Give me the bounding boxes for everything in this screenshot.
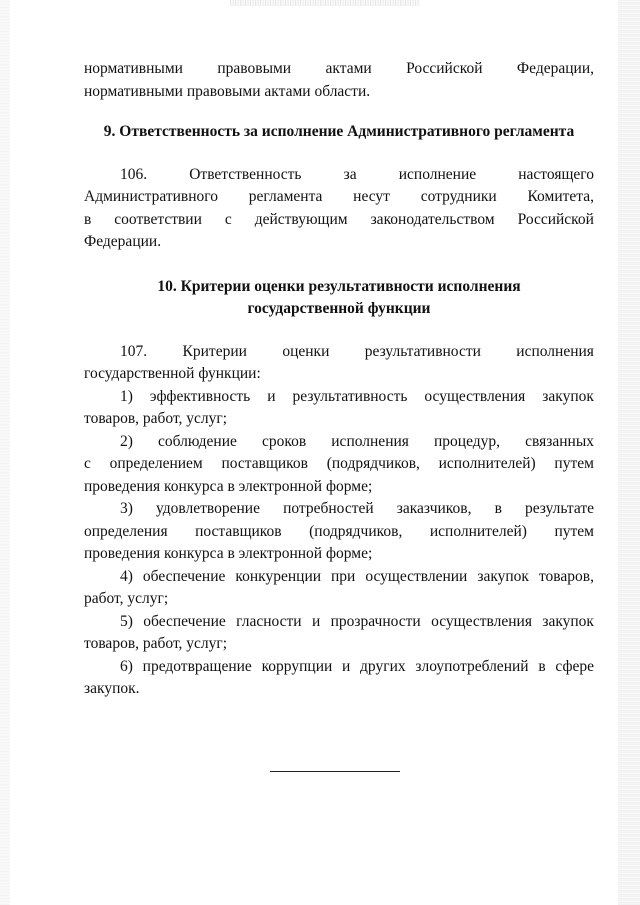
word: настоящего — [518, 165, 594, 183]
word: других — [360, 657, 406, 675]
word: (подрядчиков, — [326, 455, 420, 472]
p106-line-2 — [84, 186, 594, 209]
word: поставщиков — [195, 522, 282, 540]
word: осуществлении — [365, 567, 468, 585]
closing-rule — [270, 771, 400, 772]
scan-edge-top — [230, 0, 420, 6]
word: за — [343, 165, 357, 183]
word: поставщиков — [221, 455, 308, 472]
item-4-line-1 — [84, 566, 594, 589]
word: определения — [84, 522, 168, 540]
item-3-line-3: проведения конкурса в электронной форме; — [84, 545, 373, 562]
word: исполнения — [331, 432, 409, 450]
word: осуществления — [431, 612, 532, 630]
list-item-1 — [84, 386, 594, 431]
word: законодательством — [370, 210, 495, 228]
p106-line-1 — [84, 164, 594, 187]
word: 106. — [120, 165, 148, 183]
word: прозрачности — [330, 612, 421, 630]
word: коррупции — [261, 657, 333, 675]
continuation-line-1 — [84, 58, 594, 81]
word: в — [494, 500, 502, 517]
list-item-5 — [84, 611, 594, 656]
item-5-line-1 — [84, 611, 594, 634]
word: правовыми — [217, 60, 292, 77]
word: процедур, — [434, 432, 501, 450]
item-2-line-3: проведения конкурса в электронной форме; — [84, 477, 373, 495]
word: регламента — [248, 188, 323, 205]
word: потребностей — [283, 500, 374, 517]
word: закупок — [542, 387, 594, 405]
word: путем — [554, 455, 594, 472]
list-item-3 — [84, 498, 594, 566]
item-4-line-2: работ, услуг; — [84, 590, 169, 607]
word: заказчиков, — [396, 500, 472, 517]
word: 2) — [120, 432, 133, 450]
word: результате — [524, 500, 594, 517]
item-6-line-1 — [84, 656, 594, 679]
word: соблюдение — [158, 432, 237, 450]
word: результативность — [292, 387, 408, 405]
paragraph-107 — [84, 341, 594, 386]
word: конкуренции — [235, 567, 322, 585]
scan-edge-left — [0, 0, 10, 905]
word: сроков — [261, 432, 307, 450]
word: с — [84, 455, 91, 472]
word: исполнения — [516, 342, 594, 360]
item-2-line-2 — [84, 453, 594, 476]
item-2-line-1 — [84, 431, 594, 454]
item-1-line-1 — [84, 386, 594, 409]
word: и — [342, 657, 351, 675]
word: несут — [353, 188, 390, 205]
p107-line-1 — [84, 341, 594, 364]
section-10-heading-line-1: 10. Критерии оценки результативности исполнения — [157, 277, 521, 295]
document-body — [84, 58, 594, 701]
word: соответствии — [114, 210, 202, 228]
word: в — [538, 657, 546, 675]
item-1-line-2: товаров, работ, услуг; — [84, 410, 228, 427]
word: исполнителей) — [429, 522, 527, 540]
section-9-heading: 9. Ответственность за исполнение Административного регламента — [103, 123, 575, 140]
word: связанных — [525, 432, 594, 450]
p106-line-3 — [84, 209, 594, 232]
word: предотвращение — [142, 657, 252, 675]
word: определением — [109, 455, 203, 472]
word: Ответственность — [189, 165, 302, 183]
word: в — [84, 210, 92, 228]
word: злоупотреблений — [415, 657, 529, 675]
word: 1) — [120, 387, 133, 405]
word: исполнение — [398, 165, 477, 183]
word: товаров, — [538, 567, 594, 585]
word: 6) — [120, 657, 133, 675]
word: эффективность — [149, 387, 251, 405]
word: 3) — [120, 500, 133, 517]
word: Российской — [517, 210, 594, 228]
word: и — [311, 612, 321, 630]
continuation-paragraph — [84, 58, 594, 103]
scan-edge-right — [618, 0, 640, 905]
item-3-line-1 — [84, 498, 594, 521]
word: сотрудники — [420, 188, 497, 205]
word: осуществления — [424, 387, 526, 405]
word: нормативными — [84, 60, 183, 77]
word: 5) — [120, 612, 133, 630]
section-10-heading-line-2: государственной функции — [247, 300, 431, 317]
word: 4) — [120, 567, 133, 585]
word: оценки — [282, 342, 330, 360]
p107-line-2: государственной функции: — [84, 365, 261, 382]
word: Критерии — [182, 342, 247, 360]
word: 107. — [120, 342, 148, 360]
item-3-line-2 — [84, 521, 594, 544]
word: Федерации, — [516, 60, 594, 77]
item-6-line-2: закупок. — [84, 680, 140, 697]
p106-line-4: Федерации. — [84, 233, 162, 250]
word: при — [331, 567, 356, 585]
word: закупок — [542, 612, 594, 630]
continuation-line-2: нормативными правовыми актами области. — [84, 82, 371, 100]
section-10-heading — [84, 276, 594, 321]
paragraph-106 — [84, 164, 594, 254]
word: закупок — [477, 567, 529, 585]
list-item-4 — [84, 566, 594, 611]
word: путем — [554, 522, 594, 540]
word: Российской — [406, 60, 483, 77]
word: обеспечение — [143, 612, 226, 630]
word: исполнителей) — [438, 455, 536, 472]
word: Комитета, — [527, 188, 594, 205]
word: и — [267, 387, 276, 405]
word: (подрядчиков, — [309, 522, 403, 540]
list-item-2 — [84, 431, 594, 499]
word: результативности — [364, 342, 481, 360]
word: обеспечение — [142, 567, 226, 585]
word: актами — [325, 60, 372, 77]
word: с — [224, 210, 232, 228]
word: сфере — [555, 657, 594, 675]
word: гласности — [236, 612, 302, 630]
list-item-6 — [84, 656, 594, 701]
word: Административного — [84, 188, 218, 205]
word: действующим — [254, 210, 348, 228]
word: удовлетворение — [156, 500, 260, 517]
item-5-line-2: товаров, работ, услуг; — [84, 635, 228, 652]
